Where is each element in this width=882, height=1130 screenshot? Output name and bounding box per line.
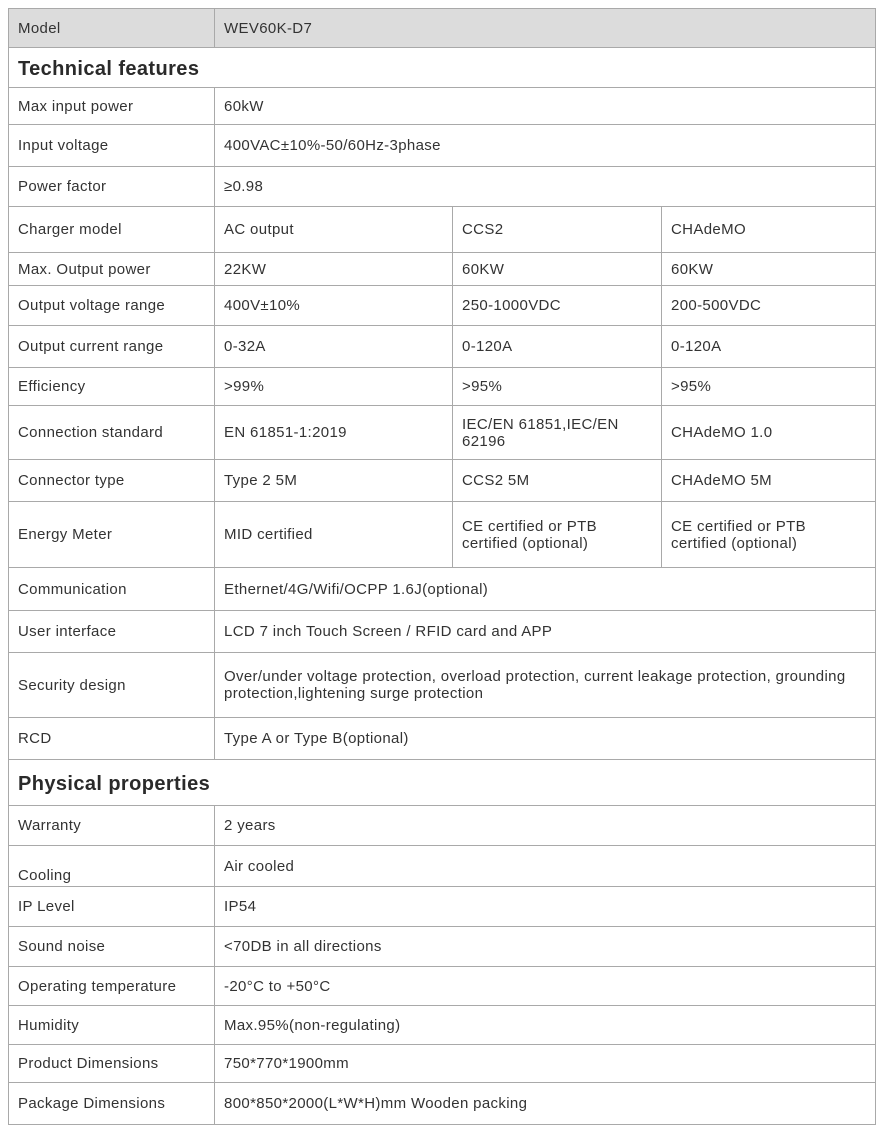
ccs2-value: CCS2 5M <box>453 460 662 502</box>
charger-spec-row <box>9 406 876 460</box>
ac-output-value: AC output <box>215 207 453 253</box>
spec-label: Output voltage range <box>9 286 215 326</box>
spec-row <box>9 167 876 207</box>
spec-label: User interface <box>9 611 215 653</box>
physical-properties-heading: Physical properties <box>9 760 876 806</box>
spec-row <box>9 88 876 125</box>
ac-output-value: Type 2 5M <box>215 460 453 502</box>
charger-spec-row <box>9 326 876 368</box>
spec-label: RCD <box>9 718 215 760</box>
spec-value: 750*770*1900mm <box>215 1045 876 1083</box>
spec-label: Warranty <box>9 806 215 846</box>
spec-label: IP Level <box>9 887 215 927</box>
spec-value: Max.95%(non-regulating) <box>215 1006 876 1045</box>
charger-spec-row <box>9 286 876 326</box>
ac-output-value: EN 61851-1:2019 <box>215 406 453 460</box>
spec-value: IP54 <box>215 887 876 927</box>
chademo-value: CE certified or PTB certified (optional) <box>662 502 876 568</box>
chademo-value: CHAdeMO 5M <box>662 460 876 502</box>
spec-label: Max. Output power <box>9 253 215 286</box>
spec-row <box>9 967 876 1006</box>
spec-value: <70DB in all directions <box>215 927 876 967</box>
spec-value: Ethernet/4G/Wifi/OCPP 1.6J(optional) <box>215 568 876 611</box>
spec-label: Humidity <box>9 1006 215 1045</box>
spec-value: ≥0.98 <box>215 167 876 207</box>
ac-output-value: 22KW <box>215 253 453 286</box>
ccs2-value: CCS2 <box>453 207 662 253</box>
spec-value: 2 years <box>215 806 876 846</box>
spec-value: -20°C to +50°C <box>215 967 876 1006</box>
spec-row <box>9 125 876 167</box>
ac-output-value: 0-32A <box>215 326 453 368</box>
chademo-value: >95% <box>662 368 876 406</box>
spec-label: Security design <box>9 653 215 718</box>
spec-row <box>9 1045 876 1083</box>
spec-value: Air cooled <box>215 846 876 887</box>
model-value: WEV60K-D7 <box>215 9 876 48</box>
charger-spec-row <box>9 460 876 502</box>
spec-row <box>9 718 876 760</box>
spec-label: Product Dimensions <box>9 1045 215 1083</box>
spec-label: Package Dimensions <box>9 1083 215 1125</box>
spec-label: Operating temperature <box>9 967 215 1006</box>
charger-spec-row <box>9 207 876 253</box>
chademo-value: 0-120A <box>662 326 876 368</box>
ccs2-value: 0-120A <box>453 326 662 368</box>
ccs2-value: >95% <box>453 368 662 406</box>
spec-table <box>8 8 876 1125</box>
chademo-value: 200-500VDC <box>662 286 876 326</box>
ac-output-value: >99% <box>215 368 453 406</box>
spec-row <box>9 806 876 846</box>
spec-label: Output current range <box>9 326 215 368</box>
ccs2-value: 60KW <box>453 253 662 286</box>
spec-row <box>9 1083 876 1125</box>
section-heading-physical <box>9 760 876 806</box>
spec-value: Over/under voltage protection, overload protection, current leakage protection, grounding protection,lightening surge protection <box>215 653 876 718</box>
spec-row <box>9 887 876 927</box>
ccs2-value: IEC/EN 61851,IEC/EN 62196 <box>453 406 662 460</box>
spec-label: Cooling <box>9 846 215 887</box>
spec-value: 60kW <box>215 88 876 125</box>
spec-label: Max input power <box>9 88 215 125</box>
spec-label: Communication <box>9 568 215 611</box>
spec-row <box>9 1006 876 1045</box>
spec-row <box>9 927 876 967</box>
ac-output-value: MID certified <box>215 502 453 568</box>
spec-row <box>9 846 876 887</box>
spec-label: Efficiency <box>9 368 215 406</box>
chademo-value: 60KW <box>662 253 876 286</box>
charger-spec-row <box>9 253 876 286</box>
chademo-value: CHAdeMO <box>662 207 876 253</box>
spec-value: LCD 7 inch Touch Screen / RFID card and APP <box>215 611 876 653</box>
spec-value: Type A or Type B(optional) <box>215 718 876 760</box>
spec-row <box>9 611 876 653</box>
spec-value: 400VAC±10%-50/60Hz-3phase <box>215 125 876 167</box>
spec-label: Input voltage <box>9 125 215 167</box>
model-label: Model <box>9 9 215 48</box>
model-header-row <box>9 9 876 48</box>
ccs2-value: 250-1000VDC <box>453 286 662 326</box>
spec-label: Charger model <box>9 207 215 253</box>
spec-value: 800*850*2000(L*W*H)mm Wooden packing <box>215 1083 876 1125</box>
ac-output-value: 400V±10% <box>215 286 453 326</box>
spec-label: Connector type <box>9 460 215 502</box>
spec-label: Connection standard <box>9 406 215 460</box>
spec-label: Energy Meter <box>9 502 215 568</box>
chademo-value: CHAdeMO 1.0 <box>662 406 876 460</box>
technical-features-heading: Technical features <box>9 48 876 88</box>
section-heading-technical <box>9 48 876 88</box>
spec-label: Sound noise <box>9 927 215 967</box>
spec-label: Power factor <box>9 167 215 207</box>
charger-spec-row <box>9 502 876 568</box>
spec-row <box>9 653 876 718</box>
spec-row <box>9 568 876 611</box>
charger-spec-row <box>9 368 876 406</box>
ccs2-value: CE certified or PTB certified (optional) <box>453 502 662 568</box>
